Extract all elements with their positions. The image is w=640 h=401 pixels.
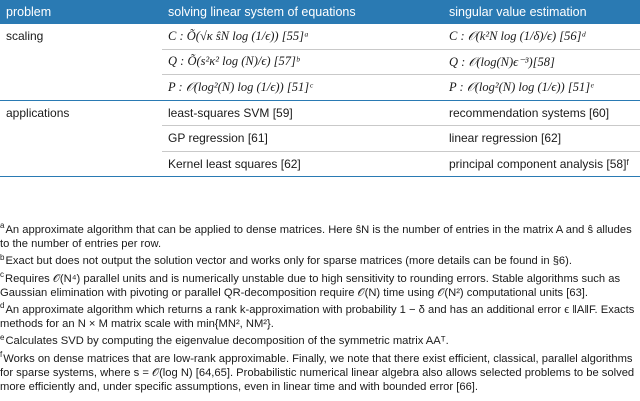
footnote-mark: f bbox=[0, 349, 3, 359]
header-problem: problem bbox=[0, 0, 162, 24]
footnote bbox=[0, 303, 638, 331]
footnote-text: Works on dense matrices that are low-rank approximable. Finally, we note that there exist efficient, classical, parallel algorithms for sparse systems, where s = 𝒪(log N) [64,65]. Probabilistic numerical linear algebra also allows selected problems to be solved more efficiently and, under specific assumptions, even in linear time and with bounded error [66]. bbox=[0, 352, 635, 394]
table-row bbox=[0, 24, 640, 49]
row-category bbox=[0, 126, 162, 152]
footnote-text: An approximate algorithm that can be applied to dense matrices. Here ŝN is the number of entries in the matrix A and ŝ alludes to the number of entries per row. bbox=[0, 224, 632, 251]
table-row bbox=[0, 75, 640, 101]
footnote-text: Requires 𝒪(N⁴) parallel units and is numerically unstable due to high sensitivity to rounding errors. Stable algorithms such as Gaussian elimination with pivoting or parallel QR-decomposition require 𝒪(N) time using 𝒪(N²) computational units [63]. bbox=[0, 272, 621, 299]
cell-svd: principal component analysis [58]ᶠ bbox=[443, 151, 640, 177]
cell-svd: P : 𝒪(log²(N) log (1/ϵ)) [51]ᵉ bbox=[443, 75, 640, 101]
footnote-mark: a bbox=[0, 221, 5, 231]
row-category bbox=[0, 75, 162, 101]
table-row bbox=[0, 49, 640, 75]
table-footnotes bbox=[0, 223, 638, 397]
cell-svd: Q : 𝒪(log(N)ϵ⁻³)[58] bbox=[443, 49, 640, 75]
cell-svd: C : 𝒪(k²N log (1/δ)/ϵ) [56]ᵈ bbox=[449, 28, 586, 43]
table-header-row bbox=[0, 0, 640, 24]
comparison-table bbox=[0, 0, 640, 177]
cell-svd: recommendation systems [60] bbox=[443, 100, 640, 126]
cell-linear: P : 𝒪(log²(N) log (1/ϵ)) [51]ᶜ bbox=[162, 75, 443, 101]
cell-linear: least-squares SVM [59] bbox=[162, 100, 443, 126]
footnote bbox=[0, 223, 638, 251]
row-category: applications bbox=[0, 100, 162, 126]
row-category: scaling bbox=[6, 29, 44, 44]
footnote-mark: b bbox=[0, 252, 5, 262]
cell-svd: linear regression [62] bbox=[443, 126, 640, 152]
cell-linear: C : Õ(√κ ŝN log (1/ϵ)) [55]ᵃ bbox=[168, 28, 309, 43]
footnote bbox=[0, 269, 638, 300]
cell-linear: Q : Õ(s²κ² log (N)/ϵ) [57]ᵇ bbox=[162, 49, 443, 75]
footnote-mark: e bbox=[0, 332, 5, 342]
footnote-text: Exact but does not output the solution vector and works only for sparse matrices (more details can be found in §6). bbox=[5, 255, 572, 268]
footnote bbox=[0, 349, 638, 395]
header-linear: solving linear system of equations bbox=[162, 0, 443, 24]
footnote-mark: c bbox=[0, 269, 4, 279]
row-category bbox=[0, 49, 162, 75]
table-row bbox=[0, 100, 640, 126]
header-svd: singular value estimation bbox=[443, 0, 640, 24]
table-row bbox=[0, 151, 640, 177]
row-category bbox=[0, 151, 162, 177]
footnote-mark: d bbox=[0, 301, 5, 311]
cell-linear: Kernel least squares [62] bbox=[162, 151, 443, 177]
footnote-text: An approximate algorithm which returns a rank k-approximation with probability 1 − δ and has an additional error ϵ ‖A‖F. Exacts methods for an N × M matrix scale with min{MN², NM²}. bbox=[0, 304, 635, 331]
footnote bbox=[0, 254, 638, 268]
footnote bbox=[0, 334, 638, 348]
footnote-text: Calculates SVD by computing the eigenvalue decomposition of the symmetric matrix AAᵀ. bbox=[5, 335, 449, 348]
cell-linear: GP regression [61] bbox=[162, 126, 443, 152]
table-row bbox=[0, 126, 640, 152]
